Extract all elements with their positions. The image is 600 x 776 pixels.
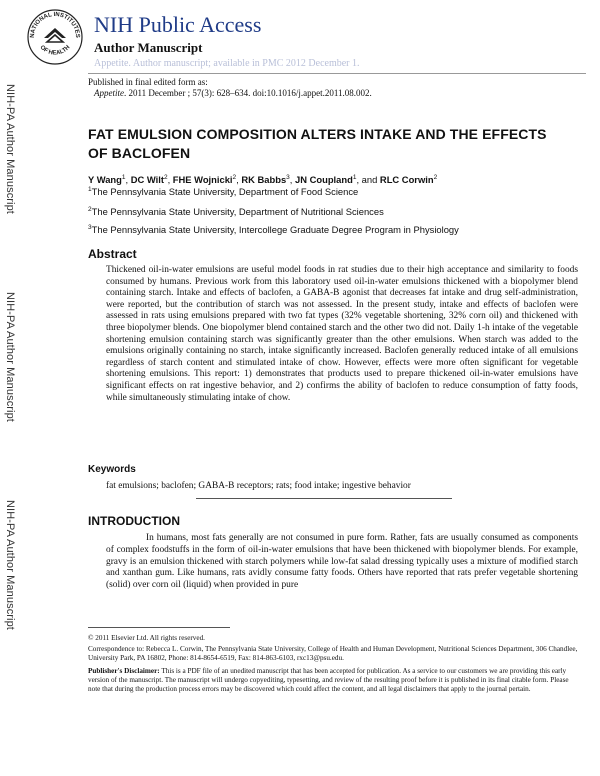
disclaimer-text: This is a PDF file of an unedited manuscript that has been accepted for publication. As a service to our customers we are providing this early version of the manuscript. The manuscript will undergo copyediting, typesetting, and review of the resulting proof before it is published in its final citable form. Please note that during the production process errors may be discovered which could affect the content, and all legal disclaimers that apply to the journal pertain. <box>88 667 569 693</box>
abstract-heading: Abstract <box>88 247 137 261</box>
affiliation-text: The Pennsylvania State University, Department of Nutritional Sciences <box>91 206 384 217</box>
keywords-heading: Keywords <box>88 464 136 475</box>
author-name: JN Coupland <box>295 174 353 185</box>
author-name: Y Wang <box>88 174 122 185</box>
author-affiliation-marker: 2 <box>163 174 168 181</box>
logo-text-bottom: OF HEALTH <box>38 44 72 57</box>
affiliation-text: The Pennsylvania State University, Department of Food Science <box>91 186 359 197</box>
sidebar-label-bottom: NIH-PA Author Manuscript <box>4 500 16 630</box>
author-affiliation-marker: 1 <box>352 174 357 181</box>
author-separator: , <box>167 174 173 185</box>
author-name: RK Babbs <box>241 174 287 185</box>
author-manuscript-label: Author Manuscript <box>94 40 203 55</box>
author-separator: , and <box>356 174 380 185</box>
correspondence-note: Correspondence to: Rebecca L. Corwin, The Pennsylvania State University, College of Health and Human Development, Nutritional Sciences Department, 306 Chandlee, University Park, PA 16802, Phone: 814-8654-6519, Fax: 814-863-6103, rxc13@psu.edu. <box>88 645 578 662</box>
author-separator: , <box>125 174 131 185</box>
availability-note: Appetite. Author manuscript; available in PMC 2012 December 1. <box>94 58 360 69</box>
author-separator: , <box>236 174 242 185</box>
introduction-text: In humans, most fats generally are not consumed in pure form. Rather, fats are usually consumed as components of complex foodstuffs in the form of oil-in-water emulsions that have been thickened with biopolymer blends. For example, gravy is an emulsion thickened with starch polymers while low-fat salad dressing typically uses a mixture of modified starch and xanthan gum. Like humans, rats avidly consume fatty foods. Others have reported that rats prefer vegetable shortening (solid) over corn oil (liquid) when provided in pure <box>106 533 578 591</box>
author-affiliation-marker: 3 <box>286 174 290 181</box>
affiliation <box>88 206 384 217</box>
author-name: FHE Wojnicki <box>172 174 233 185</box>
author-separator: , <box>289 174 296 185</box>
author-affiliation-marker: 1 <box>121 174 126 181</box>
introduction-heading: INTRODUCTION <box>88 514 180 528</box>
keywords-text: fat emulsions; baclofen; GABA-B receptors; rats; food intake; ingestive behavior <box>106 481 411 491</box>
header-divider <box>88 73 586 74</box>
citation-line <box>94 88 372 99</box>
footnote-divider <box>88 627 230 628</box>
paper-title: FAT EMULSION COMPOSITION ALTERS INTAKE AND THE EFFECTS OF BACLOFEN <box>88 126 547 161</box>
abstract-text: Thickened oil-in-water emulsions are useful model foods in rat studies due to their high acceptance and similarity to foods consumed by humans. Previous work from this laboratory used oil-in-water emulsions thickened with a biopolymer blend containing starch. Intake and effects of baclofen, a GABA-B agonist that decreases fat intake and drug self-administration, were reported, but the contribution of starch was not assessed. In the present study, intake and effects of baclofen were assessed in rats using emulsions prepared with two fat types (32% vegetable shortening, 32% corn oil) and thickened with three biopolymer blends. One biopolymer blend contained starch and the other two did not. Daily 1-h intake of the vegetable shortening emulsion containing starch was significantly greater than the other emulsions. When starch was added to the emulsions originally containing no starch, intake significantly increased. Baclofen generally reduced intake of all emulsions regardless of starch content and stimulated intake of chow. However, effects were more often significant for vegetable shortening emulsions. This report: 1) demonstrates that products used to prepare thickened oil-in-water emulsions have significant effects on rat ingestive behavior, and 2) confirms the ability of baclofen to reduce consumption of fatty foods, while simultaneously stimulating intake of chow. <box>106 265 578 403</box>
affiliation-text: The Pennsylvania State University, Intercollege Graduate Degree Program in Physiology <box>91 224 459 235</box>
sidebar-label-middle: NIH-PA Author Manuscript <box>4 292 16 422</box>
affiliation-marker: 3 <box>88 224 92 231</box>
publisher-disclaimer <box>88 667 582 694</box>
author-affiliation-marker: 2 <box>433 174 438 181</box>
author-list <box>88 174 437 185</box>
journal-name: Appetite <box>94 88 124 98</box>
affiliation <box>88 224 459 235</box>
copyright-notice: © 2011 Elsevier Ltd. All rights reserved. <box>88 634 205 642</box>
affiliation <box>88 186 358 197</box>
published-in-label: Published in final edited form as: <box>88 77 208 87</box>
disclaimer-label: Publisher's Disclaimer: <box>88 667 160 675</box>
logo-text-top: NATIONAL INSTITUTES <box>29 11 81 39</box>
author-name: DC Wilt <box>130 174 164 185</box>
keywords-divider <box>196 498 452 499</box>
author-name: RLC Corwin <box>379 174 434 185</box>
affiliation-marker: 1 <box>88 186 92 193</box>
citation-details: . 2011 December ; 57(3): 628–634. doi:10.1016/j.appet.2011.08.002. <box>124 88 372 98</box>
affiliation-marker: 2 <box>88 206 92 213</box>
author-affiliation-marker: 2 <box>232 174 237 181</box>
sidebar-label-top: NIH-PA Author Manuscript <box>4 84 16 214</box>
nih-public-access-title: NIH Public Access <box>94 12 262 37</box>
nih-seal-logo <box>26 8 84 66</box>
